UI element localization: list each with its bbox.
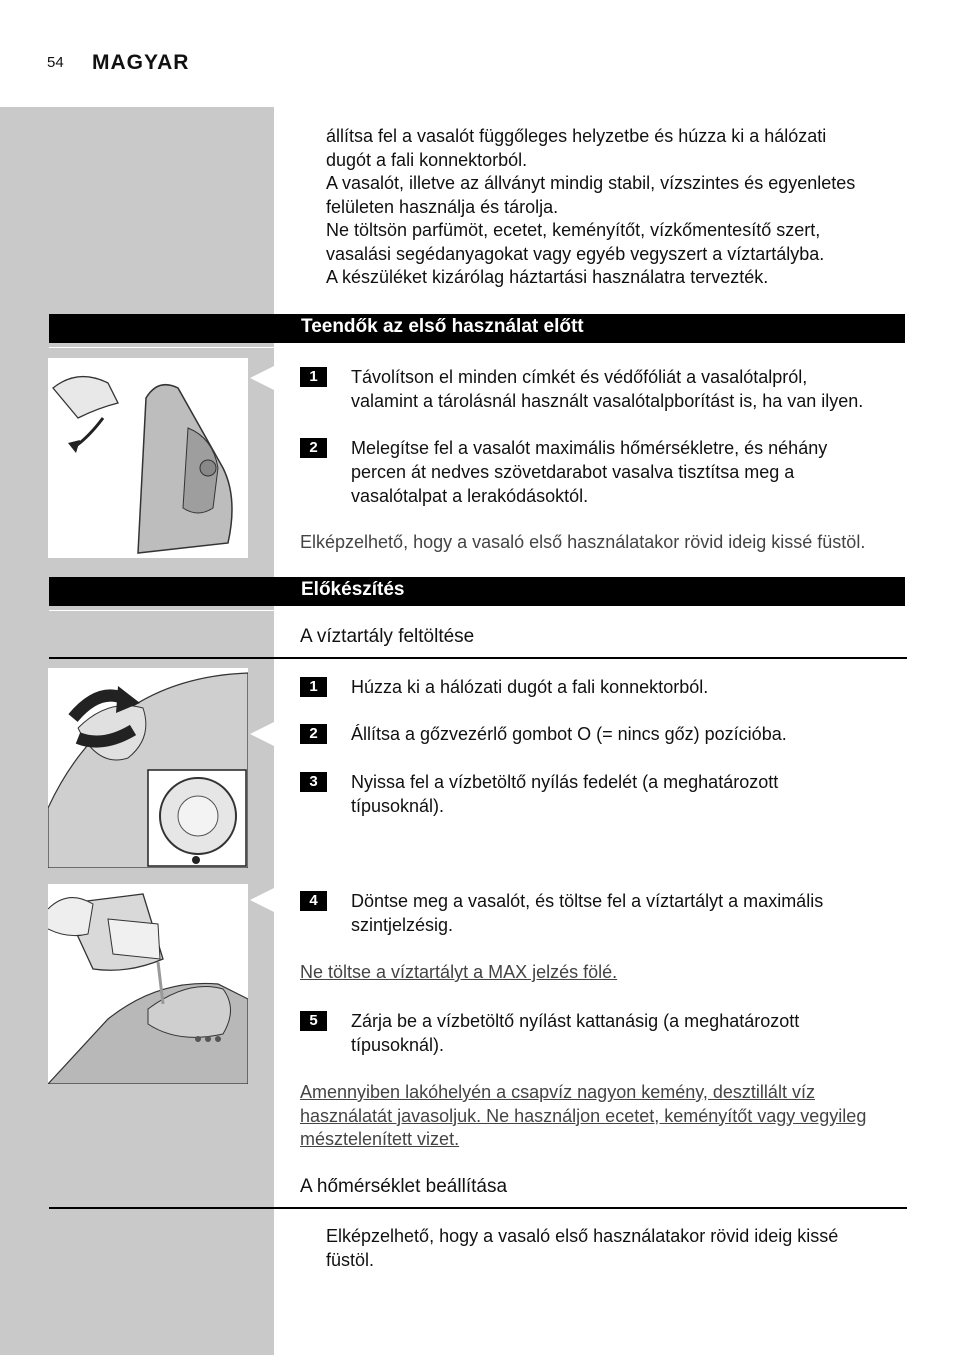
section-header-preparation bbox=[49, 577, 905, 606]
subheading-rule bbox=[49, 1207, 907, 1209]
step-number: 4 bbox=[300, 891, 327, 911]
step-prep-4 bbox=[300, 889, 900, 937]
step-line: Melegítse fel a vasalót maximális hőmérsékletre, és néhány bbox=[351, 438, 828, 458]
step-first-use-1 bbox=[300, 365, 900, 413]
note-line: Amennyiben lakóhelyén a csapvíz nagyon kemény, desztillált víz bbox=[300, 1082, 815, 1102]
step-prep-3 bbox=[300, 770, 900, 818]
step-prep-1 bbox=[300, 675, 900, 699]
step-line: Húzza ki a hálózati dugót a fali konnektorból. bbox=[351, 677, 709, 697]
final-line: Elképzelhető, hogy a vasaló első használatakor rövid ideig kissé bbox=[326, 1226, 839, 1246]
pointer bbox=[250, 888, 274, 912]
step-prep-5 bbox=[300, 1009, 900, 1057]
note-hard-water bbox=[300, 1081, 866, 1152]
step-first-use-2 bbox=[300, 436, 900, 508]
step-line: valamint a tárolásnál használt vasalótalpborítást is, ha van ilyen. bbox=[351, 391, 864, 411]
note-smoke: Elképzelhető, hogy a vasaló első használatakor rövid ideig kissé füstöl. bbox=[300, 532, 866, 552]
intro-text bbox=[326, 125, 855, 290]
step-line: Döntse meg a vasalót, és töltse fel a víztartályt a maximális bbox=[351, 891, 824, 911]
subheading-fill-tank: A víztartály feltöltése bbox=[300, 626, 475, 647]
note-max-level bbox=[300, 961, 617, 985]
divider bbox=[49, 347, 274, 348]
language-heading: MAGYAR bbox=[92, 51, 190, 74]
step-line: vasalótalpat a lerakódásoktól. bbox=[351, 486, 589, 506]
hand-icon bbox=[48, 898, 93, 936]
intro-line: A készüléket kizárólag háztartási használatra tervezték. bbox=[326, 267, 769, 287]
step-number: 1 bbox=[300, 367, 327, 387]
intro-line: felületen használja és tárolja. bbox=[326, 196, 559, 217]
step-line: Távolítson el minden címkét és védőfóliát a vasalótalpról, bbox=[351, 367, 808, 387]
pointer bbox=[250, 722, 274, 746]
iron-illustration bbox=[48, 358, 248, 558]
hand-peeling-icon bbox=[53, 377, 118, 418]
intro-line: dugót a fali konnektorból. bbox=[326, 149, 528, 170]
subheading-rule bbox=[49, 657, 907, 659]
intro-line: állítsa fel a vasalót függőleges helyzetbe és húzza ki a hálózati bbox=[326, 126, 827, 146]
note-line: mésztelenített vizet. bbox=[300, 1129, 460, 1149]
filling-illustration bbox=[48, 884, 248, 1084]
iron-dial-illustration bbox=[48, 668, 248, 868]
step-number: 2 bbox=[300, 724, 327, 744]
intro-line: vasalási segédanyagokat vagy egyéb vegyszert a víztartályba. bbox=[326, 243, 825, 264]
step-line: percen át nedves szövetdarabot vasalva tisztítsa meg a bbox=[351, 462, 795, 482]
section-header-first-use bbox=[49, 314, 905, 343]
step-number: 3 bbox=[300, 772, 327, 792]
final-text bbox=[326, 1225, 838, 1272]
note-line: Ne töltse a víztartályt a MAX jelzés fölé. bbox=[300, 962, 618, 982]
final-line: füstöl. bbox=[326, 1249, 375, 1270]
step-line: típusoknál). bbox=[351, 796, 445, 816]
step-number: 2 bbox=[300, 438, 327, 458]
step-line: típusoknál). bbox=[351, 1035, 445, 1055]
divider bbox=[49, 610, 274, 611]
pointer bbox=[250, 366, 274, 390]
intro-line: A vasalót, illetve az állványt mindig stabil, vízszintes és egyenletes bbox=[326, 173, 856, 193]
step-line: Zárja be a vízbetöltő nyílást kattanásig (a meghatározott bbox=[351, 1011, 800, 1031]
step-number: 1 bbox=[300, 677, 327, 697]
note-line: használatát javasoljuk. Ne használjon ecetet, keményítőt vagy vegyileg bbox=[300, 1105, 867, 1126]
section-title: Előkészítés bbox=[301, 579, 405, 600]
step-line: szintjelzésig. bbox=[351, 915, 454, 935]
step-line: Állítsa a gőzvezérlő gombot O (= nincs gőz) pozícióba. bbox=[351, 724, 787, 744]
step-line: Nyissa fel a vízbetöltő nyílás fedelét (a meghatározott bbox=[351, 772, 779, 792]
page-number: 54 bbox=[47, 54, 64, 71]
subheading-temperature: A hőmérséklet beállítása bbox=[300, 1176, 508, 1197]
step-prep-2 bbox=[300, 722, 900, 746]
step-number: 5 bbox=[300, 1011, 327, 1031]
section-title: Teendők az első használat előtt bbox=[301, 316, 584, 337]
intro-line: Ne töltsön parfümöt, ecetet, keményítőt, vízkőmentesítő szert, bbox=[326, 220, 821, 240]
